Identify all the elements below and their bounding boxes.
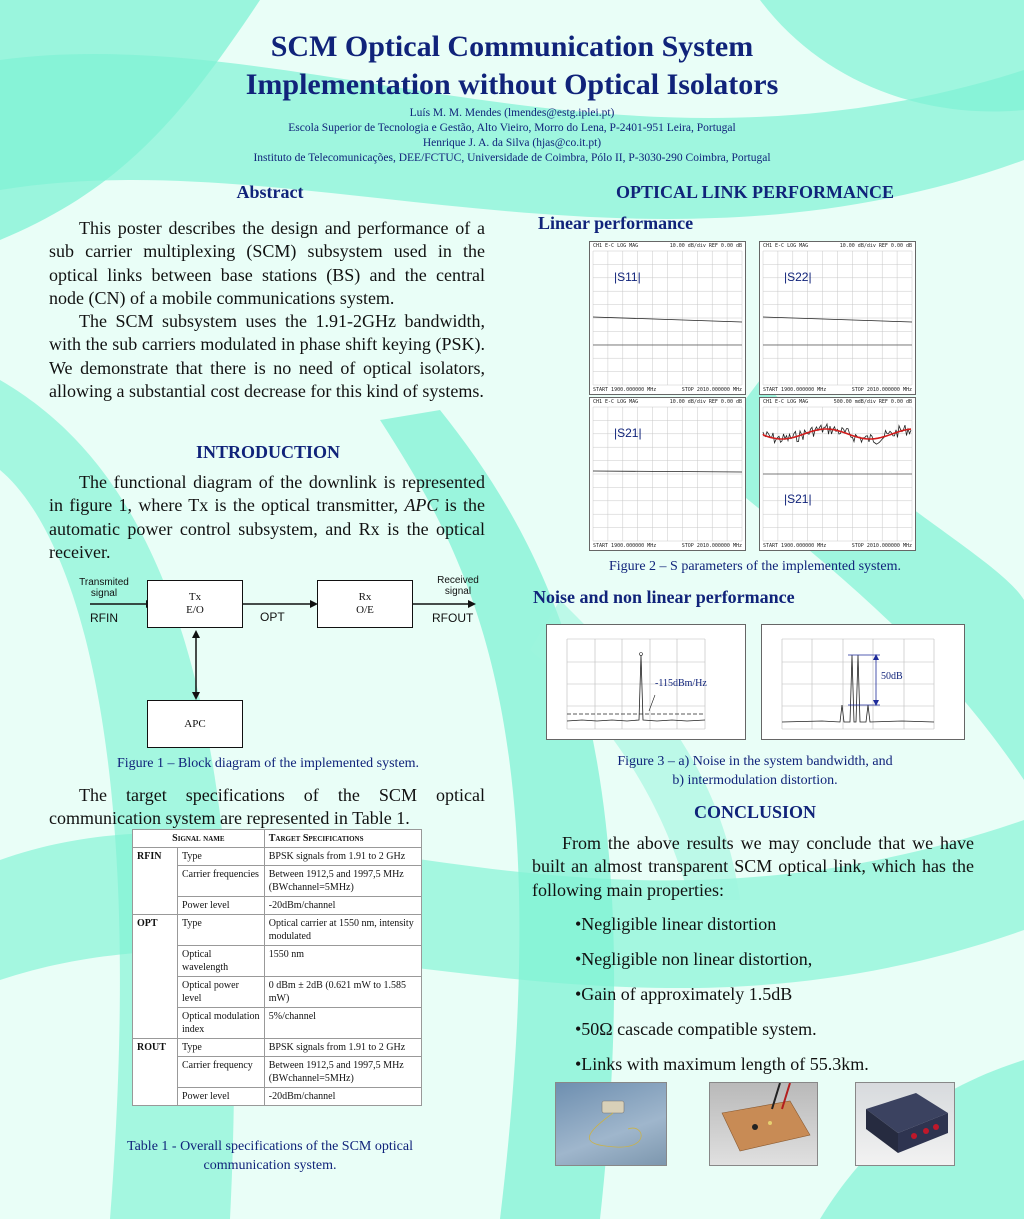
group-rout: ROUT — [133, 1039, 178, 1106]
plot-s11 — [589, 241, 746, 395]
photo-enclosure — [855, 1082, 955, 1166]
col-signal-name: Signal name — [133, 830, 265, 848]
plot-im-graph — [762, 625, 964, 739]
plot-s21-a-grid — [590, 398, 745, 550]
plot-stop-freq: STOP 2010.000000 MHz — [851, 543, 912, 549]
author-block — [0, 106, 1024, 166]
plot-stop-freq: STOP 2010.000000 MHz — [681, 543, 742, 549]
linear-performance-heading: Linear performance — [538, 213, 694, 233]
affiliation-1: Escola Superior de Tecnologia e Gestão, Alto Vieiro, Morro do Lena, P-2401-951 Leira, Portugal — [288, 122, 736, 134]
list-item: •Links with maximum length of 55.3km. — [575, 1054, 869, 1074]
plot-start-freq: START 1900.000000 MHz — [593, 543, 657, 549]
plot-s22 — [759, 241, 916, 395]
s21-label: |S21| — [614, 426, 642, 440]
table-row — [133, 1039, 422, 1057]
list-item: •50Ω cascade compatible system. — [575, 1019, 817, 1039]
rx-block — [317, 580, 413, 628]
cell-name: Carrier frequencies — [178, 866, 265, 897]
table-row — [133, 848, 422, 866]
cell-spec: BPSK signals from 1.91 to 2 GHz — [264, 848, 421, 866]
s22-label: |S22| — [784, 270, 812, 284]
author-2: Henrique J. A. da Silva (hjas@co.it.pt) — [422, 137, 602, 149]
plot-header-left: CH1 E-C LOG MAG — [593, 399, 639, 405]
plot-s21-a — [589, 397, 746, 551]
plot-header-right: 10.00 dB/div REF 0.00 dB — [839, 243, 912, 249]
list-item: •Negligible linear distortion — [575, 914, 777, 934]
noise-heading: Noise and non linear performance — [533, 587, 795, 607]
tx-block — [147, 580, 243, 628]
col-target-spec: Target Specifications — [264, 830, 421, 848]
cell-spec: -20dBm/channel — [264, 1088, 421, 1106]
photo-optical-module — [555, 1082, 667, 1166]
table-intro-body — [49, 784, 485, 831]
title-line-2: Implementation without Optical Isolators — [245, 68, 779, 101]
figure-2-caption: Figure 2 – S parameters of the implemented system. — [609, 559, 901, 574]
eo-label: E/O — [186, 604, 204, 616]
abstract-body — [49, 217, 485, 403]
table-header-row — [133, 830, 422, 848]
figure-1-block-diagram — [60, 572, 490, 752]
group-rfin: RFIN — [133, 848, 178, 915]
introduction-paragraph-1 — [49, 471, 485, 564]
cell-spec: Optical carrier at 1550 nm, intensity modulated — [264, 915, 421, 946]
apc-label: APC — [184, 718, 206, 730]
poster-title — [0, 28, 1024, 104]
abstract-paragraph-2: The SCM subsystem uses the 1.91-2GHz bandwidth, with the sub carriers modulated in phase shift keying (PSK). We demonstrate that there is no need of optical isolators, allowing a substantial cost decrease for this kind of systems. — [49, 311, 485, 402]
conclusion-body — [532, 832, 974, 902]
board-illustration — [710, 1083, 817, 1165]
plot-header-right: 10.00 dB/div REF 0.00 dB — [669, 399, 742, 405]
plot-start-freq: START 1900.000000 MHz — [763, 543, 827, 549]
photo-circuit-board — [709, 1082, 818, 1166]
cell-name: Power level — [178, 897, 265, 915]
plot-header-right: 10.00 dB/div REF 0.00 dB — [669, 243, 742, 249]
conclusion-paragraph: From the above results we may conclude that we have built an almost transparent SCM optical link, which has the following main properties: — [532, 833, 974, 900]
cell-name: Optical wavelength — [178, 946, 265, 977]
abstract-paragraph-1: This poster describes the design and performance of a sub carrier multiplexing (SCM) subsystem used in the optical links between base stations (BS) and the central node (CN) of a mobile communications system. — [49, 218, 485, 308]
cell-name: Type — [178, 848, 265, 866]
plot-header-left: CH1 E-C LOG MAG — [593, 243, 639, 249]
module-illustration — [556, 1083, 666, 1165]
cell-name: Power level — [178, 1088, 265, 1106]
figure-3-caption — [560, 752, 950, 790]
s11-label: |S11| — [614, 270, 641, 284]
cell-name: Carrier frequency — [178, 1057, 265, 1088]
cell-spec: BPSK signals from 1.91 to 2 GHz — [264, 1039, 421, 1057]
plot-start-freq: START 1900.000000 MHz — [593, 387, 657, 393]
cell-spec: 1550 nm — [264, 946, 421, 977]
rx-label: Rx — [358, 591, 372, 603]
group-opt: OPT — [133, 915, 178, 1039]
plot-intermodulation — [761, 624, 965, 740]
list-item: •Negligible non linear distortion, — [575, 949, 813, 969]
intro-text-b: is the automatic power control subsystem, and Rx is the optical receiver. — [49, 495, 486, 562]
measurement-trace — [593, 471, 742, 472]
plot-noise-graph — [547, 625, 745, 739]
author-1: Luís M. M. Mendes (lmendes@estg.iplei.pt) — [409, 107, 615, 119]
cell-name: Optical modulation index — [178, 1008, 265, 1039]
plot-start-freq: START 1900.000000 MHz — [763, 387, 827, 393]
noise-level-label: -115dBm/Hz — [655, 678, 707, 689]
plot-header-left: CH1 E-C LOG MAG — [763, 243, 809, 249]
s21-label: |S21| — [784, 492, 812, 506]
plot-s21-b-grid — [760, 398, 915, 550]
conclusion-bullets — [575, 907, 869, 1082]
diagram-connectors — [60, 572, 490, 752]
rfin-label: RFIN — [90, 611, 118, 625]
enclosure-illustration — [856, 1083, 954, 1165]
opt-label: OPT — [260, 610, 285, 624]
introduction-body — [49, 471, 485, 564]
cell-name: Optical power level — [178, 977, 265, 1008]
im-distortion-label: 50dB — [881, 671, 903, 682]
abstract-heading: Abstract — [236, 182, 304, 202]
plot-header-left: CH1 E-C LOG MAG — [763, 399, 809, 405]
plot-s11-grid — [590, 242, 745, 394]
apc-block — [147, 700, 243, 748]
tx-label: Tx — [188, 591, 202, 603]
plot-stop-freq: STOP 2010.000000 MHz — [851, 387, 912, 393]
table-row — [133, 915, 422, 946]
introduction-heading: INTRODUCTION — [195, 442, 341, 462]
cell-spec: Between 1912,5 and 1997,5 MHz (BWchannel=5MHz) — [264, 866, 421, 897]
plot-s21-b — [759, 397, 916, 551]
intro-apc-term: APC — [404, 495, 439, 516]
conclusion-heading: CONCLUSION — [693, 802, 817, 822]
title-line-1: SCM Optical Communication System — [270, 30, 754, 63]
cell-name: Type — [178, 1039, 265, 1057]
cell-spec: Between 1912,5 and 1997,5 MHz (BWchannel=5MHz) — [264, 1057, 421, 1088]
affiliation-2: Instituto de Telecomunicações, DEE/FCTUC, Universidade de Coimbra, Pólo II, P-3030-290 Coimbra, Portugal — [253, 152, 771, 164]
introduction-paragraph-2: The target specifications of the SCM optical communication system are represented in Table 1. — [49, 785, 485, 829]
cell-name: Type — [178, 915, 265, 946]
plot-noise — [546, 624, 746, 740]
figure-3-caption-line-1: Figure 3 – a) Noise in the system bandwidth, and — [617, 754, 893, 769]
oe-label: O/E — [356, 604, 374, 616]
rfout-label: RFOUT — [432, 611, 474, 625]
figure-3-caption-line-2: b) intermodulation distortion. — [672, 773, 838, 788]
transmitted-signal-label: Transmited signal — [79, 577, 129, 599]
cell-spec: 5%/channel — [264, 1008, 421, 1039]
table-1 — [132, 829, 422, 1106]
plot-header-right: 500.00 mdB/div REF 0.00 dB — [833, 399, 912, 405]
spec-table — [132, 829, 422, 1106]
received-signal-label: Received signal — [437, 575, 479, 597]
cell-spec: -20dBm/channel — [264, 897, 421, 915]
plot-s22-grid — [760, 242, 915, 394]
optical-link-heading: OPTICAL LINK PERFORMANCE — [615, 182, 894, 202]
table-1-caption: Table 1 - Overall specifications of the SCM optical communication system. — [127, 1139, 413, 1173]
cell-spec: 0 dBm ± 2dB (0.621 mW to 1.585 mW) — [264, 977, 421, 1008]
list-item: •Gain of approximately 1.5dB — [575, 984, 793, 1004]
intro-text-a: The functional diagram of the downlink is represented in figure 1, where Tx is the optical transmitter, — [49, 472, 485, 516]
figure-1-caption: Figure 1 – Block diagram of the implemented system. — [116, 756, 420, 771]
plot-stop-freq: STOP 2010.000000 MHz — [681, 387, 742, 393]
